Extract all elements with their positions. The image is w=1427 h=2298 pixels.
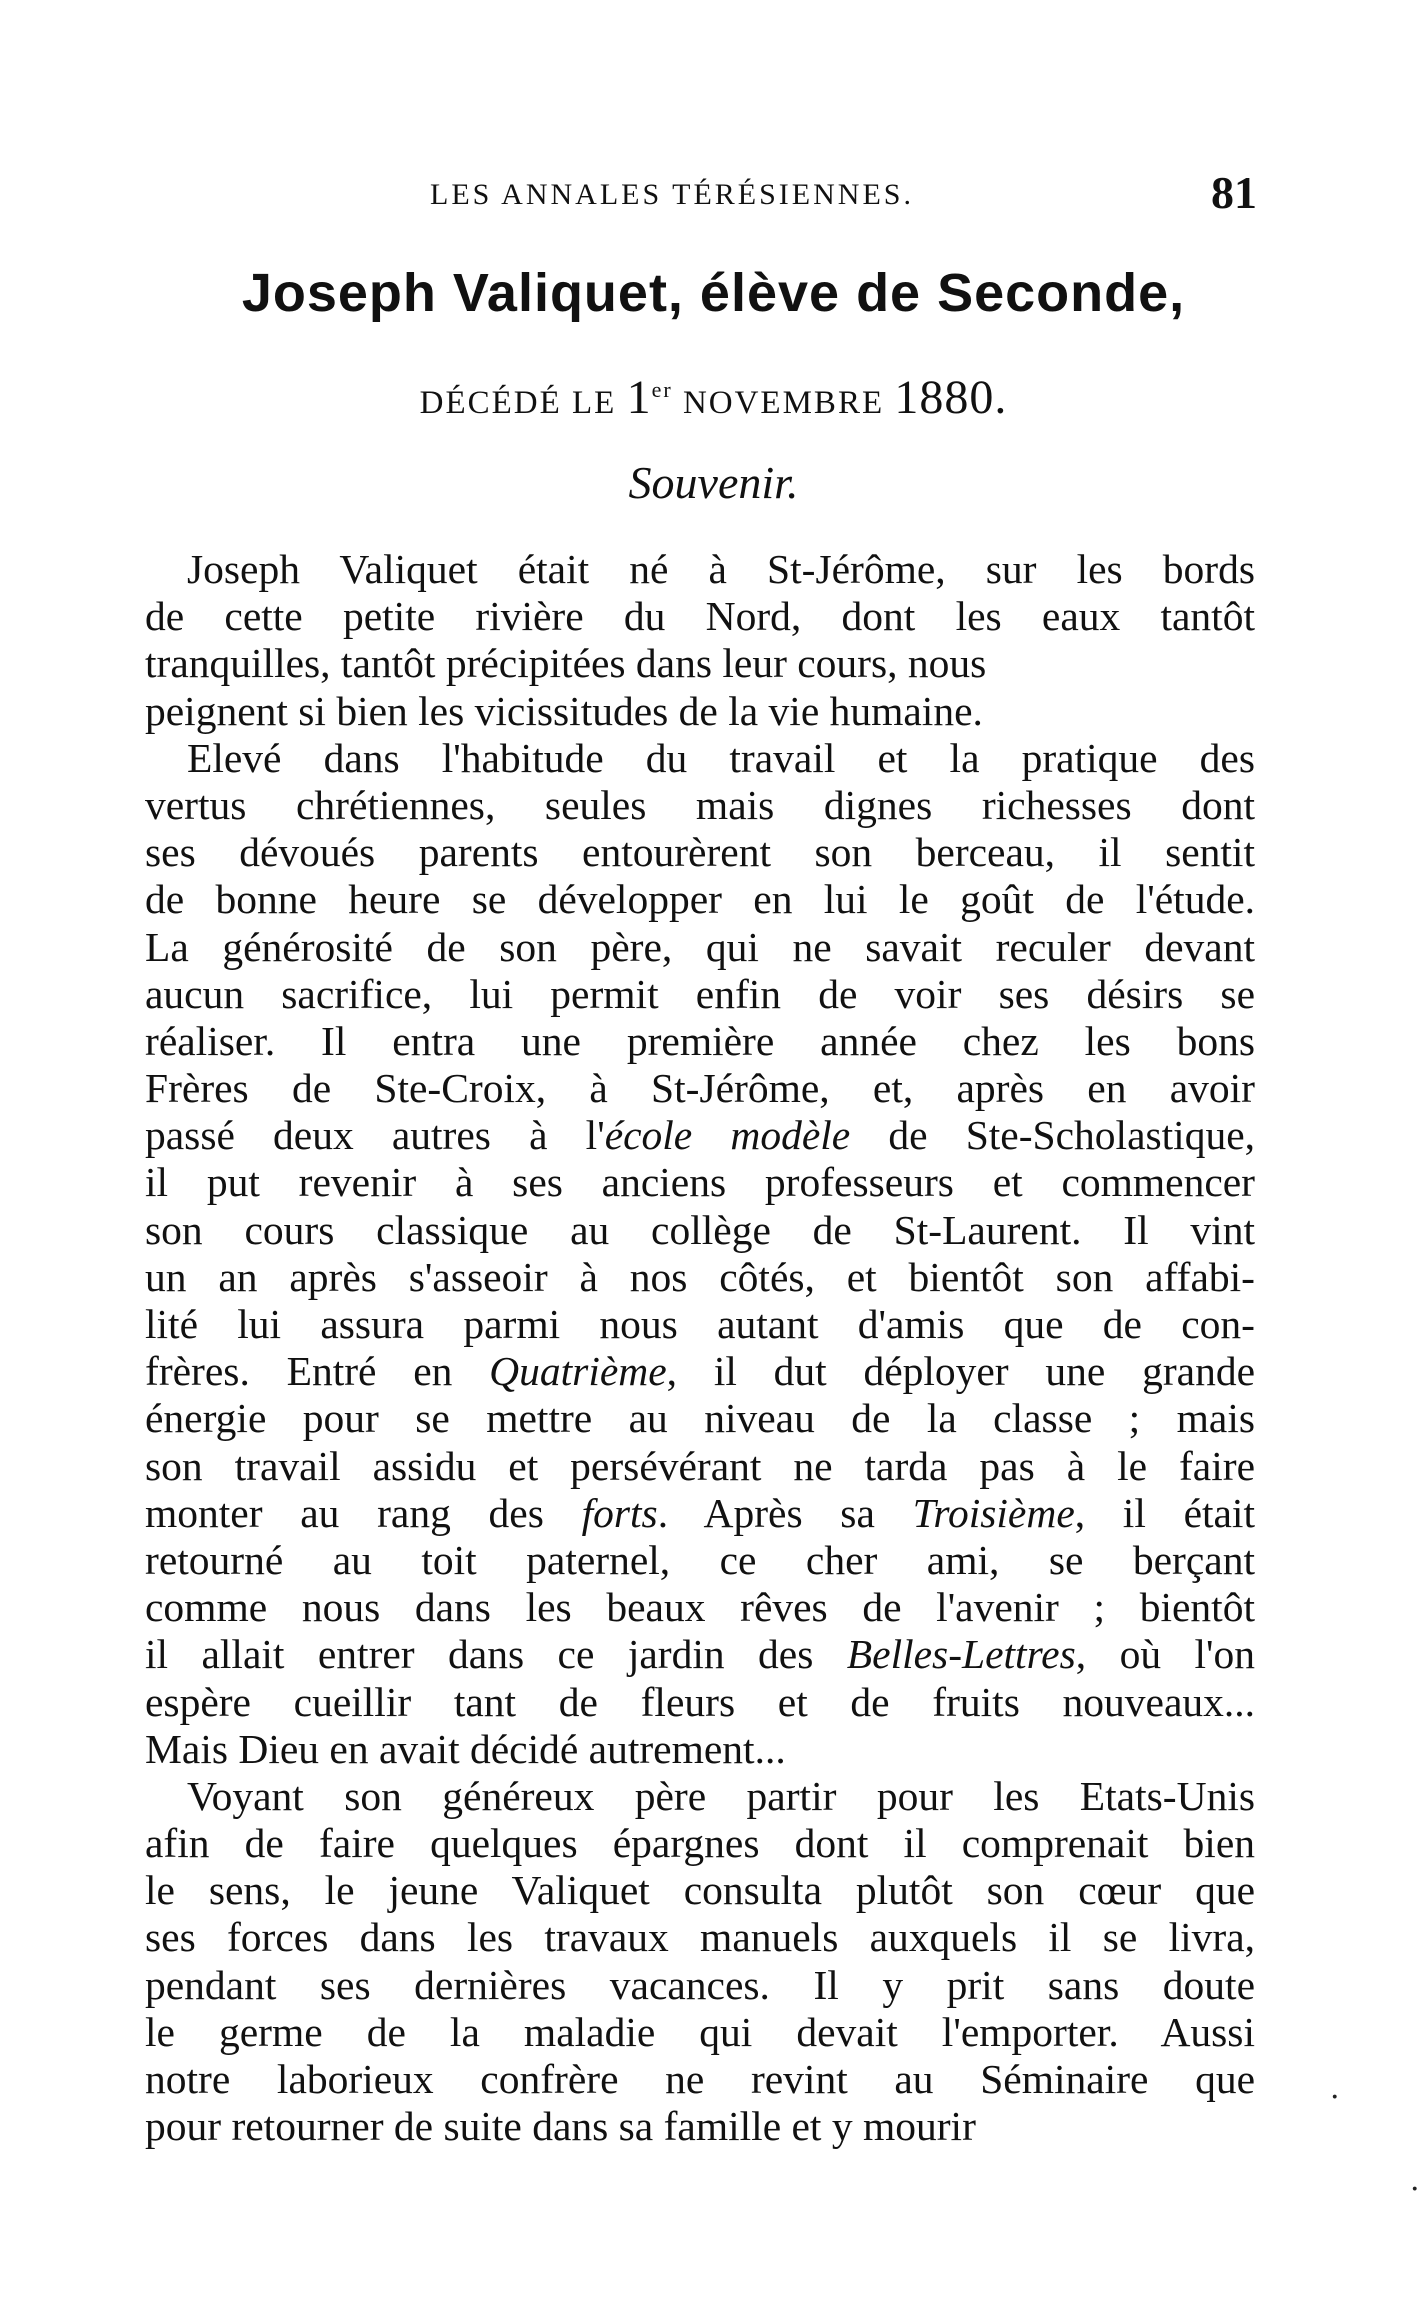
text-line: il put revenir à ses anciens professeurs et commencer	[145, 1159, 1255, 1206]
text-line: lité lui assura parmi nous autant d'amis que de con-	[145, 1301, 1255, 1347]
death-prefix: DÉCÉDÉ LE	[419, 385, 627, 421]
text-line: tranquilles, tantôt précipitées dans leur cours, nous	[145, 640, 987, 687]
text-line: Voyant son généreux père partir pour les Etats-Unis	[187, 1772, 1255, 1819]
text-line: Elevé dans l'habitude du travail et la pratique des	[187, 734, 1255, 781]
text-line: espère cueillir tant de fleurs et de fruits nouveaux...	[145, 1678, 1255, 1725]
text-line: frères. Entré en Quatrième, il dut déployer une grande	[145, 1348, 1255, 1395]
death-day-suffix: er	[651, 377, 673, 402]
text-line: ses forces dans les travaux manuels auxquels il se livra,	[145, 1914, 1255, 1961]
running-title: LES ANNALES TÉRÉSIENNES.	[430, 178, 914, 211]
text-line: comme nous dans les beaux rêves de l'avenir ; bientôt	[145, 1584, 1255, 1631]
section-heading: Souvenir.	[628, 457, 799, 508]
text-line: afin de faire quelques épargnes dont il comprenait bien	[145, 1820, 1255, 1867]
text-line: monter au rang des forts. Après sa Troisième, il était	[145, 1489, 1255, 1536]
text-line: le sens, le jeune Valiquet consulta plutôt son cœur que	[145, 1867, 1255, 1914]
text-line: retourné au toit paternel, ce cher ami, se berçant	[145, 1536, 1255, 1583]
text-line: de cette petite rivière du Nord, dont les eaux tantôt	[145, 593, 1255, 640]
text-line: Joseph Valiquet était né à St-Jérôme, sur les bords	[187, 546, 1255, 592]
text-line: pour retourner de suite dans sa famille et y mourir	[145, 2103, 976, 2150]
text-line: un an après s'asseoir à nos côtés, et bientôt son affabi-	[145, 1253, 1255, 1300]
article-body	[145, 546, 1255, 2150]
margin-speck: ·	[1330, 2080, 1340, 2115]
text-line: son cours classique au collège de St-Laurent. Il vint	[145, 1206, 1255, 1253]
text-line: ses dévoués parents entourèrent son berceau, il sentit	[145, 829, 1255, 876]
text-line: aucun sacrifice, lui permit enfin de voir ses désirs se	[145, 970, 1255, 1017]
text-line: notre laborieux confrère ne revint au Séminaire que	[145, 2056, 1255, 2102]
text-line: vertus chrétiennes, seules mais dignes richesses dont	[145, 781, 1255, 828]
text-line: de bonne heure se développer en lui le goût de l'étude.	[145, 876, 1255, 923]
text-line: il allait entrer dans ce jardin des Belles-Lettres, où l'on	[145, 1631, 1255, 1678]
text-line: pendant ses dernières vacances. Il y prit sans doute	[145, 1961, 1255, 2008]
death-year: 1880.	[894, 371, 1008, 424]
death-date-line	[0, 370, 1427, 425]
text-line: Mais Dieu en avait décidé autrement...	[145, 1725, 786, 1772]
death-month: NOVEMBRE	[672, 385, 895, 421]
text-line: le germe de la maladie qui devait l'emporter. Aussi	[145, 2008, 1255, 2055]
text-line: énergie pour se mettre au niveau de la classe ; mais	[145, 1395, 1255, 1442]
article-title: Joseph Valiquet, élève de Seconde,	[241, 263, 1186, 323]
text-line: peignent si bien les vicissitudes de la vie humaine.	[145, 687, 983, 734]
text-line: Frères de Ste-Croix, à St-Jérôme, et, après en avoir	[145, 1065, 1255, 1112]
death-day: 1	[626, 371, 652, 424]
text-line: son travail assidu et persévérant ne tarda pas à le faire	[145, 1442, 1255, 1489]
margin-speck: ·	[1410, 2172, 1420, 2207]
text-line: passé deux autres à l'école modèle de Ste-Scholastique,	[145, 1112, 1255, 1159]
page-number: 81	[1211, 167, 1257, 218]
text-line: réaliser. Il entra une première année chez les bons	[145, 1017, 1255, 1064]
text-line: La générosité de son père, qui ne savait reculer devant	[145, 923, 1255, 970]
